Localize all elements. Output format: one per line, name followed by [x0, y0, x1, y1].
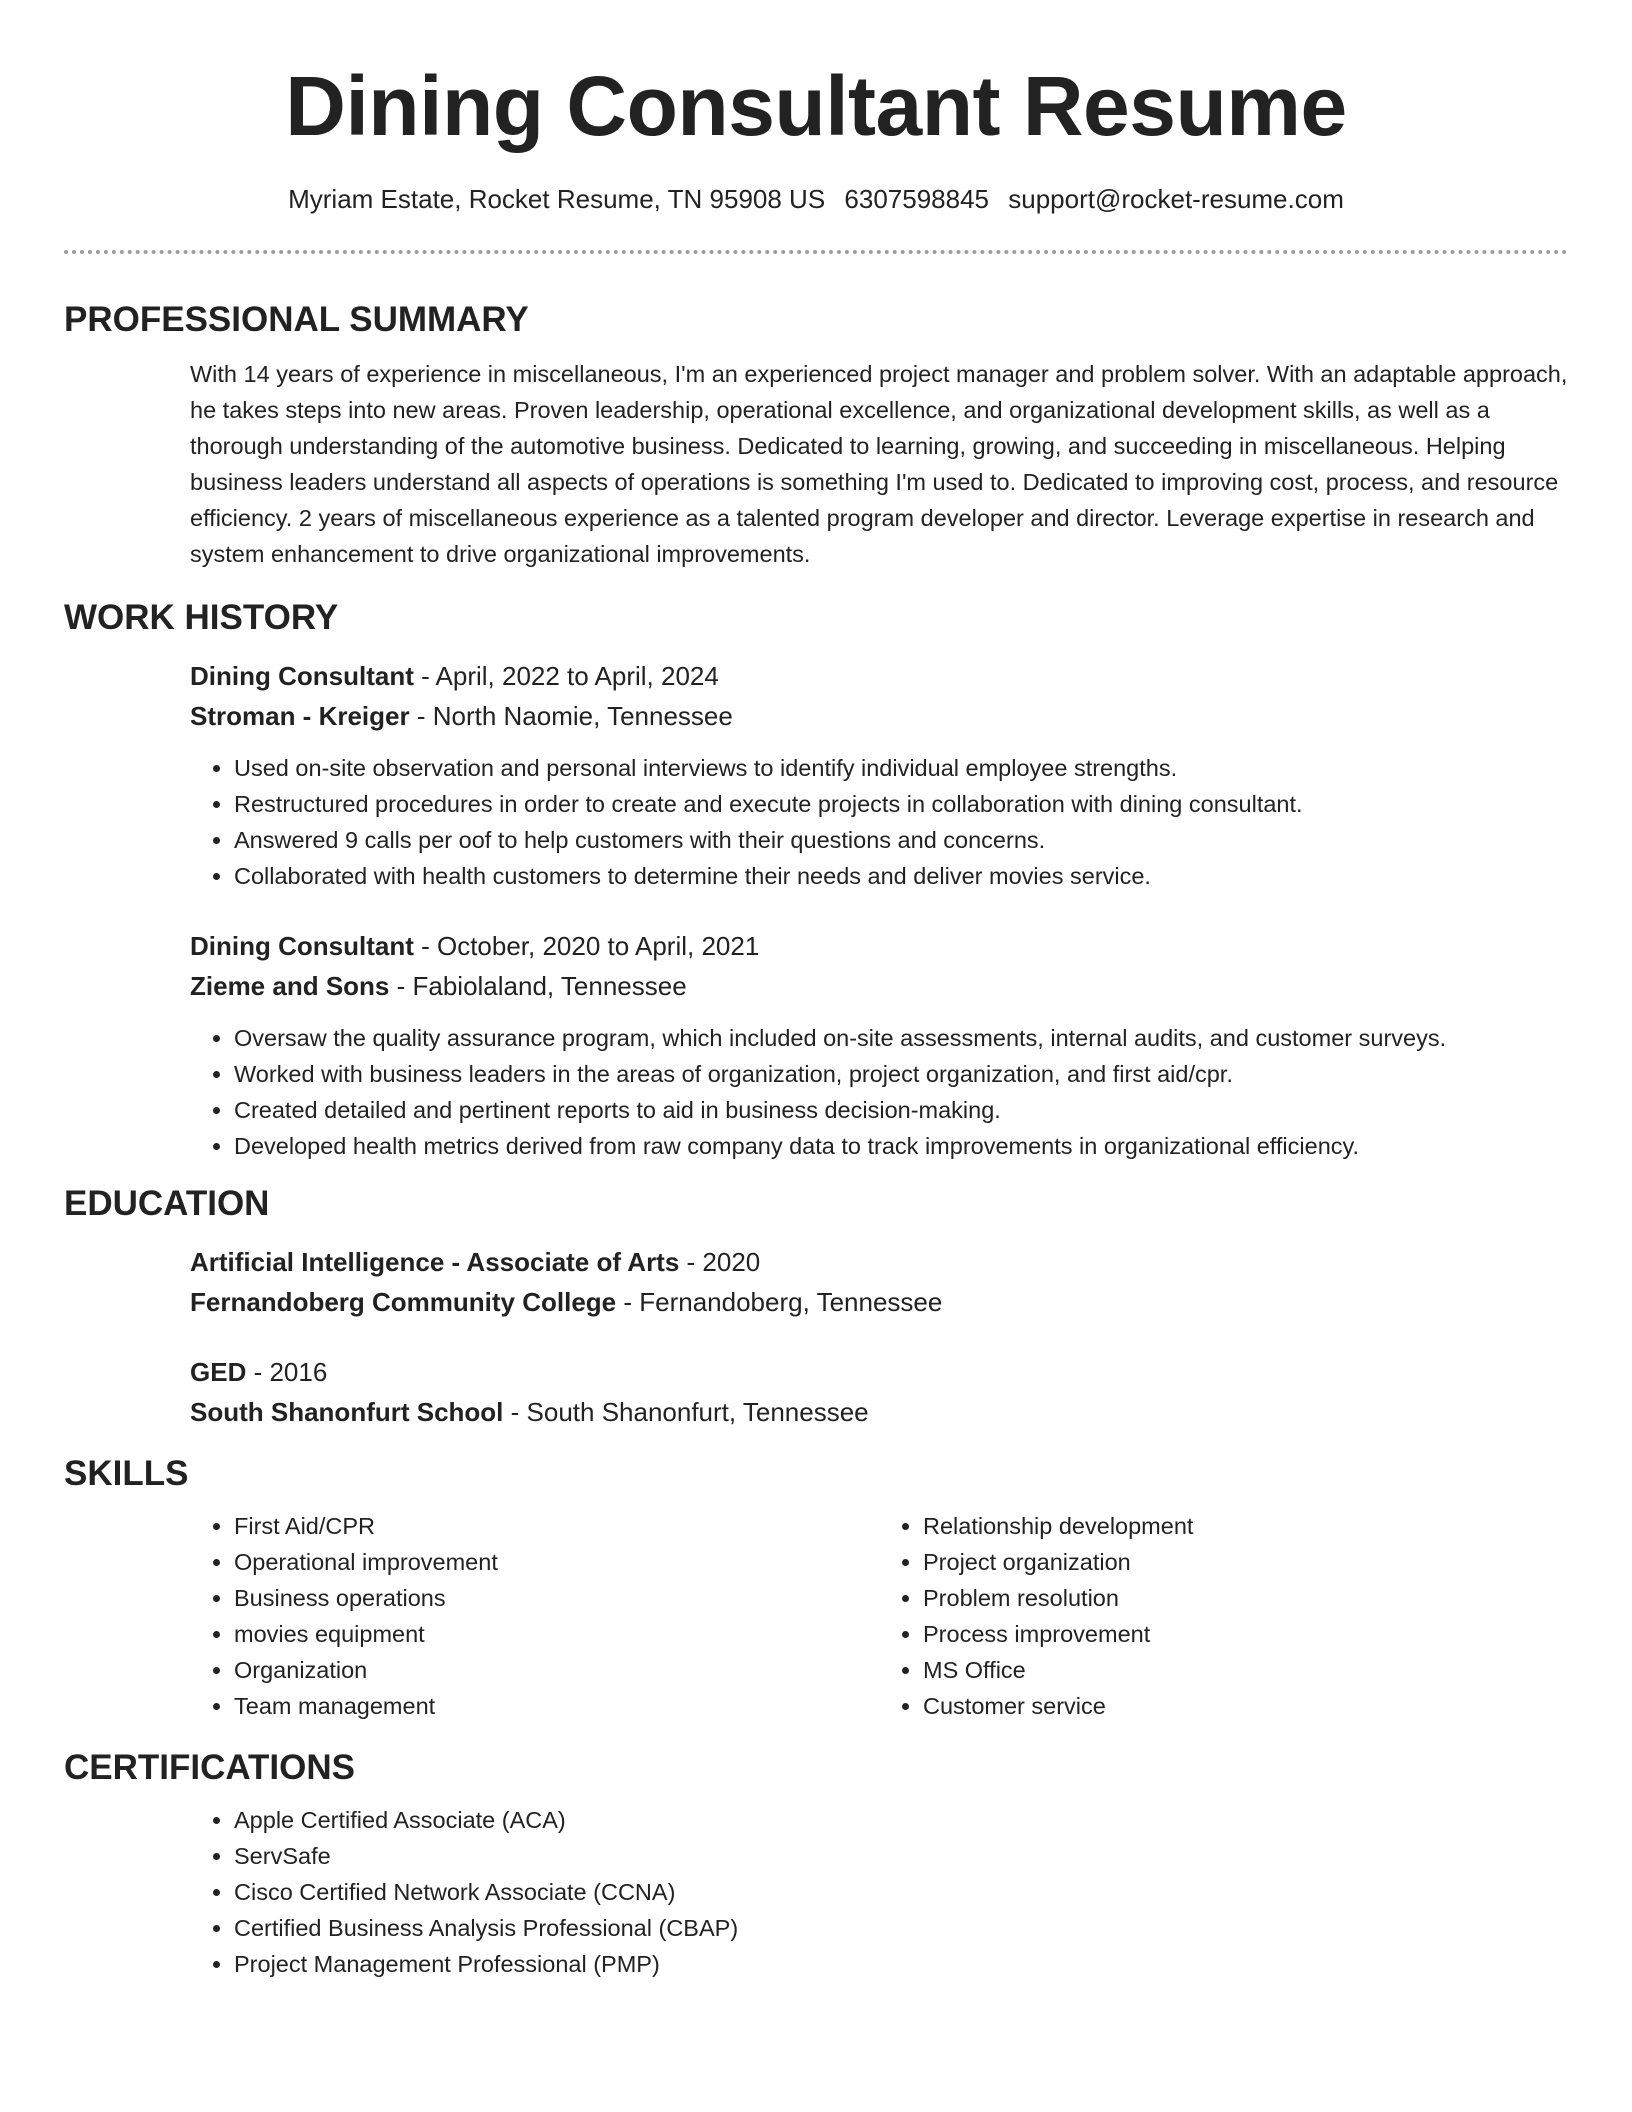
contact-address: Myriam Estate, Rocket Resume, TN 95908 US	[288, 184, 826, 214]
job-location: - North Naomie, Tennessee	[409, 701, 733, 731]
skill-item: • Operational improvement	[234, 1544, 879, 1580]
skill-item: • Organization	[234, 1652, 879, 1688]
skill-item: • Team management	[234, 1688, 879, 1724]
skill-item: • movies equipment	[234, 1616, 879, 1652]
work-history-heading: WORK HISTORY	[64, 598, 339, 637]
certifications-section	[190, 1802, 1568, 1982]
job-entry	[190, 656, 1568, 894]
job-title-line	[190, 656, 1568, 696]
degree-year: - 2020	[679, 1247, 761, 1277]
certifications-list	[190, 1802, 1568, 1982]
job-location: - Fabiolaland, Tennessee	[389, 971, 687, 1001]
job-bullet: • Worked with business leaders in the areas of organization, project organization, and first aid/cpr.	[234, 1056, 1568, 1092]
skill-item: • Process improvement	[923, 1616, 1568, 1652]
resume-title: Dining Consultant Resume	[285, 59, 1347, 153]
summary-text: With 14 years of experience in miscellaneous, I'm an experienced project manager and problem solver. With an adaptable approach, he takes steps into new areas. Proven leadership, operational excellence, and organizational development skills, as well as a thorough understanding of the automotive business. Dedicated to learning, growing, and succeeding in miscellaneous. Helping business leaders understand all aspects of operations is something I'm used to. Dedicated to improving cost, process, and resource efficiency. 2 years of miscellaneous experience as a talented program developer and director. Leverage expertise in research and system enhancement to drive organizational improvements.	[190, 361, 1568, 567]
certification-item: • Apple Certified Associate (ACA)	[234, 1802, 1568, 1838]
job-title-line	[190, 926, 1568, 966]
job-bullet: • Collaborated with health customers to determine their needs and deliver movies service.	[234, 858, 1568, 894]
skill-item: • Relationship development	[923, 1508, 1568, 1544]
degree-line	[190, 1352, 1568, 1392]
school-location: - South Shanonfurt, Tennessee	[503, 1397, 869, 1427]
education-entry	[190, 1242, 1568, 1322]
job-title: Dining Consultant	[190, 931, 414, 961]
degree: Artificial Intelligence - Associate of Arts	[190, 1247, 680, 1277]
job-bullet: • Restructured procedures in order to create and execute projects in collaboration with dining consultant.	[234, 786, 1568, 822]
education-section	[190, 1242, 1568, 1432]
skill-item: • Customer service	[923, 1688, 1568, 1724]
skill-item: • Business operations	[234, 1580, 879, 1616]
job-bullet: • Answered 9 calls per oof to help customers with their questions and concerns.	[234, 822, 1568, 858]
job-bullet: • Developed health metrics derived from raw company data to track improvements in organizational efficiency.	[234, 1128, 1568, 1164]
skill-item: • MS Office	[923, 1652, 1568, 1688]
skill-item: • First Aid/CPR	[234, 1508, 879, 1544]
job-company: Zieme and Sons	[190, 971, 390, 1001]
certification-item: • Cisco Certified Network Associate (CCNA)	[234, 1874, 1568, 1910]
school-line	[190, 1392, 1568, 1432]
skills-list-left	[190, 1508, 879, 1724]
job-entry	[190, 926, 1568, 1164]
school-location: - Fernandoberg, Tennessee	[616, 1287, 943, 1317]
certifications-heading: CERTIFICATIONS	[64, 1748, 356, 1787]
skills-section	[190, 1508, 1568, 1724]
job-company: Stroman - Kreiger	[190, 701, 410, 731]
degree-year: - 2016	[246, 1357, 328, 1387]
job-bullet: • Created detailed and pertinent reports to aid in business decision-making.	[234, 1092, 1568, 1128]
certification-item: • Certified Business Analysis Professional (CBAP)	[234, 1910, 1568, 1946]
work-history-section	[190, 656, 1568, 1164]
school: Fernandoberg Community College	[190, 1287, 617, 1317]
degree: GED	[190, 1357, 247, 1387]
job-bullet: • Used on-site observation and personal interviews to identify individual employee strengths.	[234, 750, 1568, 786]
job-dates: - October, 2020 to April, 2021	[413, 931, 760, 961]
certification-item: • Project Management Professional (PMP)	[234, 1946, 1568, 1982]
contact-info	[64, 182, 1568, 216]
contact-email: support@rocket-resume.com	[1008, 184, 1344, 214]
job-company-line	[190, 966, 1568, 1006]
summary-heading: PROFESSIONAL SUMMARY	[64, 300, 529, 339]
job-title: Dining Consultant	[190, 661, 414, 691]
job-bullets	[190, 750, 1568, 894]
summary-section	[190, 356, 1568, 572]
certification-item: • ServSafe	[234, 1838, 1568, 1874]
job-bullet: • Oversaw the quality assurance program, which included on-site assessments, internal audits, and customer surveys.	[234, 1020, 1568, 1056]
school: South Shanonfurt School	[190, 1397, 504, 1427]
degree-line	[190, 1242, 1568, 1282]
header-divider	[64, 250, 1568, 254]
education-heading: EDUCATION	[64, 1184, 270, 1223]
job-dates: - April, 2022 to April, 2024	[413, 661, 719, 691]
skill-item: • Project organization	[923, 1544, 1568, 1580]
skill-item: • Problem resolution	[923, 1580, 1568, 1616]
school-line	[190, 1282, 1568, 1322]
skills-list-right	[879, 1508, 1568, 1724]
job-company-line	[190, 696, 1568, 736]
job-bullets	[190, 1020, 1568, 1164]
education-entry	[190, 1352, 1568, 1432]
skills-heading: SKILLS	[64, 1454, 189, 1493]
contact-phone: 6307598845	[844, 184, 990, 214]
